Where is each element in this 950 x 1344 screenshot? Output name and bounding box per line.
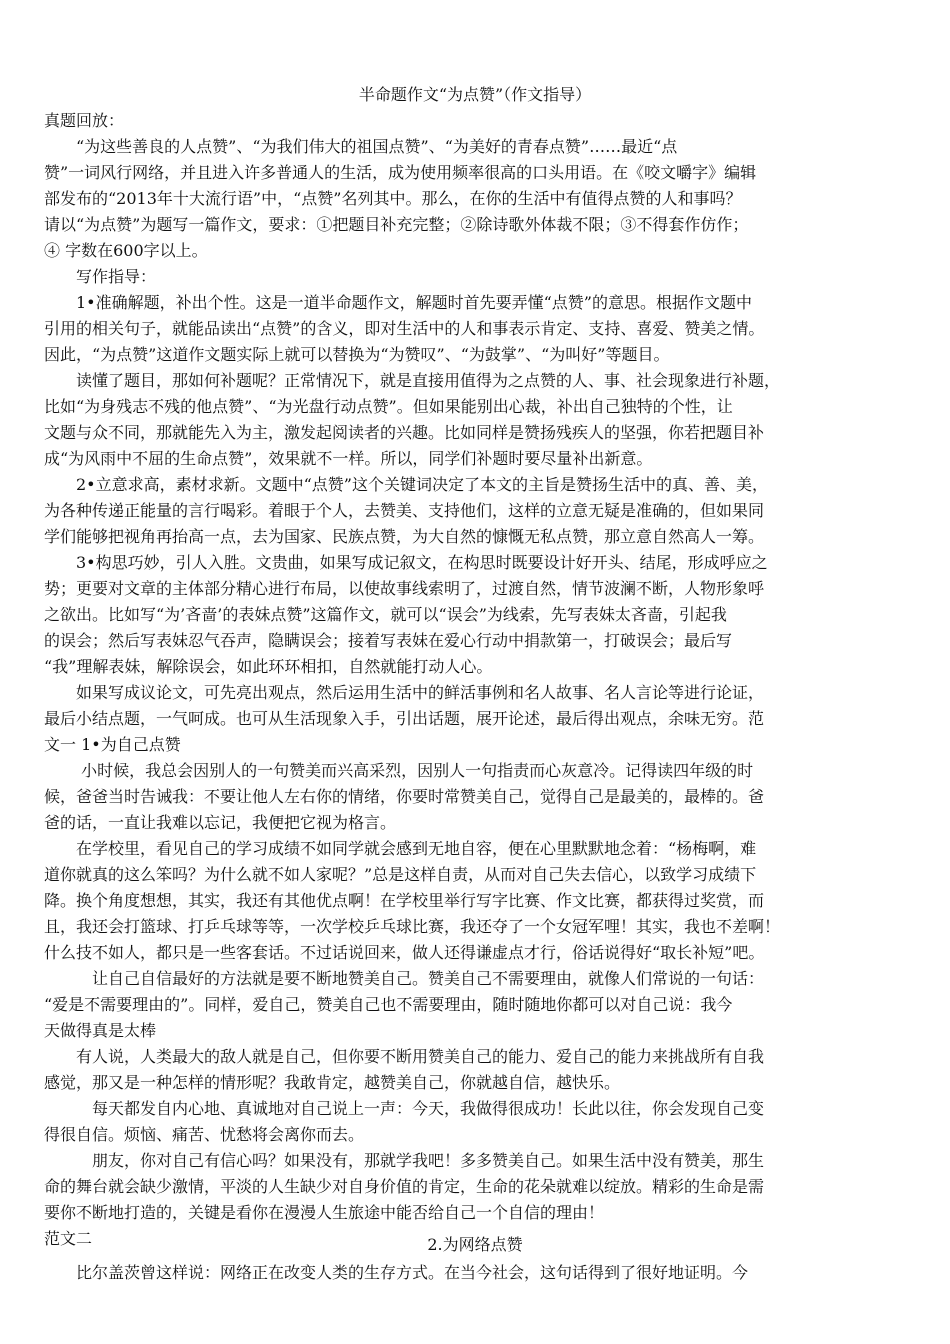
body-line: 最后小结点题，一气呵成。也可从生活现象入手，引出话题，展开论述，最后得出观点，余味无穷。范 — [44, 709, 765, 728]
body-line: 且，我还会打篮球、打乒乓球等等，一次学校乒乓球比赛，我还夺了一个女冠军哩！其实，我也不差啊！ — [44, 917, 781, 936]
body-line: 爸的话，一直让我难以忘记，我便把它视为格言。 — [44, 813, 397, 832]
body-line: 什么技不如人，都只是一些客套话。不过话说回来，做人还得谦虚点才行，俗话说得好“取长补短”吧。 — [44, 943, 765, 962]
body-line: 文题与众不同，那就能先入为主，激发起阅读者的兴趣。比如同样是赞扬残疾人的坚强，你若把题目补 — [44, 423, 765, 442]
body-line: “为这些善良的人点赞”、“为我们伟大的祖国点赞”、“为美好的青春点赞”……最近“点 — [44, 137, 678, 156]
body-line: 每天都发自内心地、真诚地对自己说上一声：今天，我做得很成功！长此以往，你会发现自己变 — [44, 1099, 765, 1118]
body-line: 的误会；然后写表妹忍气吞声，隐瞒误会；接着写表妹在爱心行动中捐款第一，打破误会；最后写 — [44, 631, 733, 650]
essay-two-first-line: 比尔盖茨曾这样说：网络正在改变人类的生存方式。在当今社会，这句话得到了很好地证明。今 — [44, 1263, 749, 1282]
body-line: 写作指导： — [44, 267, 157, 286]
body-line: 天做得真是太棒 — [44, 1021, 157, 1040]
body-line: 因此，“为点赞”这道作文题实际上就可以替换为“为赞叹”、“为鼓掌”、“为叫好”等题目。 — [44, 345, 670, 364]
body-line: 赞”一词风行网络，并且进入许多普通人的生活，成为使用频率很高的口头用语。在《咬文嚼字》编辑 — [44, 163, 757, 182]
body-line: “我”理解表妹，解除误会，如此环环相扣，自然就能打动人心。 — [44, 657, 493, 676]
body-line: 要你不断地打造的，关键是看你在漫漫人生旅途中能否给自己一个自信的理由！ — [44, 1203, 605, 1222]
body-line: 2•立意求高，素材求新。文题中“点赞”这个关键词决定了本文的主旨是赞扬生活中的真、善、美， — [44, 475, 768, 494]
body-line: 引用的相关句子，就能品读出“点赞”的含义，即对生活中的人和事表示肯定、支持、喜爱、赞美之情。 — [44, 319, 765, 338]
body-line: 势；更要对文章的主体部分精心进行布局，以使故事线索明了，过渡自然，情节波澜不断，人物形象呼 — [44, 579, 765, 598]
body-line: 比如“为身残志不残的他点赞”、“为光盘行动点赞”。但如果能别出心裁，补出自己独特的个性，让 — [44, 397, 733, 416]
body-line: ④ 字数在600字以上。 — [44, 241, 208, 260]
body-line: 有人说，人类最大的敌人就是自己，但你要不断用赞美自己的能力、爱自己的能力来挑战所有自我 — [44, 1047, 765, 1066]
body-line: 在学校里，看见自己的学习成绩不如同学就会感到无地自容，便在心里默默地念着：“杨梅啊，难 — [44, 839, 757, 858]
body-line: 学们能够把视角再抬高一点，去为国家、民族点赞，为大自然的慷慨无私点赞，那立意自然高人一筹。 — [44, 527, 765, 546]
body-line: “爱是不需要理由的”。同样，爱自己，赞美自己也不需要理由，随时随地你都可以对自己说：我今 — [44, 995, 733, 1014]
body-line: 请以“为点赞”为题写一篇作文，要求：①把题目补充完整；②除诗歌外体裁不限；③不得套作仿作； — [44, 215, 749, 234]
body-line: 命的舞台就会缺少激情，平淡的人生缺少对自身价值的肯定，生命的花朵就难以绽放。精彩的生命是需 — [44, 1177, 765, 1196]
body-line: 朋友，你对自己有信心吗？如果没有，那就学我吧！多多赞美自己。如果生活中没有赞美，那生 — [44, 1151, 765, 1170]
document-title: 半命题作文“为点赞”（作文指导） — [358, 85, 592, 104]
body-line: 为各种传递正能量的言行喝彩。着眼于个人，去赞美、支持他们，这样的立意无疑是准确的，但如果同 — [44, 501, 765, 520]
body-line: 如果写成议论文，可先亮出观点，然后运用生活中的鲜活事例和名人故事、名人言论等进行论证， — [44, 683, 765, 702]
body-line: 降。换个角度想想，其实，我还有其他优点啊！在学校里举行写字比赛、作文比赛，都获得过奖赏，而 — [44, 891, 765, 910]
body-line: 让自己自信最好的方法就是要不断地赞美自己。赞美自己不需要理由，就像人们常说的一句话： — [44, 969, 765, 988]
body-line: 1•准确解题，补出个性。这是一道半命题作文，解题时首先要弄懂“点赞”的意思。根据作文题中 — [44, 293, 752, 312]
body-line: 成“为风雨中不屈的生命点赞”，效果就不一样。所以，同学们补题时要尽量补出新意。 — [44, 449, 653, 468]
body-line: 候，爸爸当时告诫我：不要让他人左右你的情绪，你要时常赞美自己，觉得自己是最美的，最棒的。爸 — [44, 787, 765, 806]
body-line: 之欲出。比如写“为’吝啬’的表妹点赞”这篇作文，就可以“误会”为线索，先写表妹太吝啬，引起我 — [44, 605, 727, 624]
body-line: 部发布的“2013年十大流行语”中，“点赞”名列其中。那么，在你的生活中有值得点赞的人和事吗？ — [44, 189, 742, 208]
body-line: 范文二 — [44, 1229, 93, 1248]
body-line: 3•构思巧妙，引人入胜。文贵曲，如果写成记叙文，在构思时既要设计好开头、结尾，形成呼应之 — [44, 553, 768, 572]
body-line: 文一 1•为自己点赞 — [44, 735, 181, 754]
body-line: 道你就真的这么笨吗？为什么就不如人家呢？”总是这样自责，从而对自己失去信心，以致学习成绩下 — [44, 865, 757, 884]
body-line: 真题回放： — [44, 111, 125, 130]
body-line: 读懂了题目，那如何补题呢？正常情况下，就是直接用值得为之点赞的人、事、社会现象进行补题， — [44, 371, 781, 390]
essay-two-title: 2.为网络点赞 — [427, 1235, 523, 1254]
body-line: 得很自信。烦恼、痛苦、忧愁将会离你而去。 — [44, 1125, 365, 1144]
body-line: 感觉，那又是一种怎样的情形呢？我敢肯定，越赞美自己，你就越自信，越快乐。 — [44, 1073, 621, 1092]
body-line: 小时候，我总会因别人的一句赞美而兴高采烈，因别人一句指责而心灰意冷。记得读四年级的时 — [44, 761, 754, 780]
